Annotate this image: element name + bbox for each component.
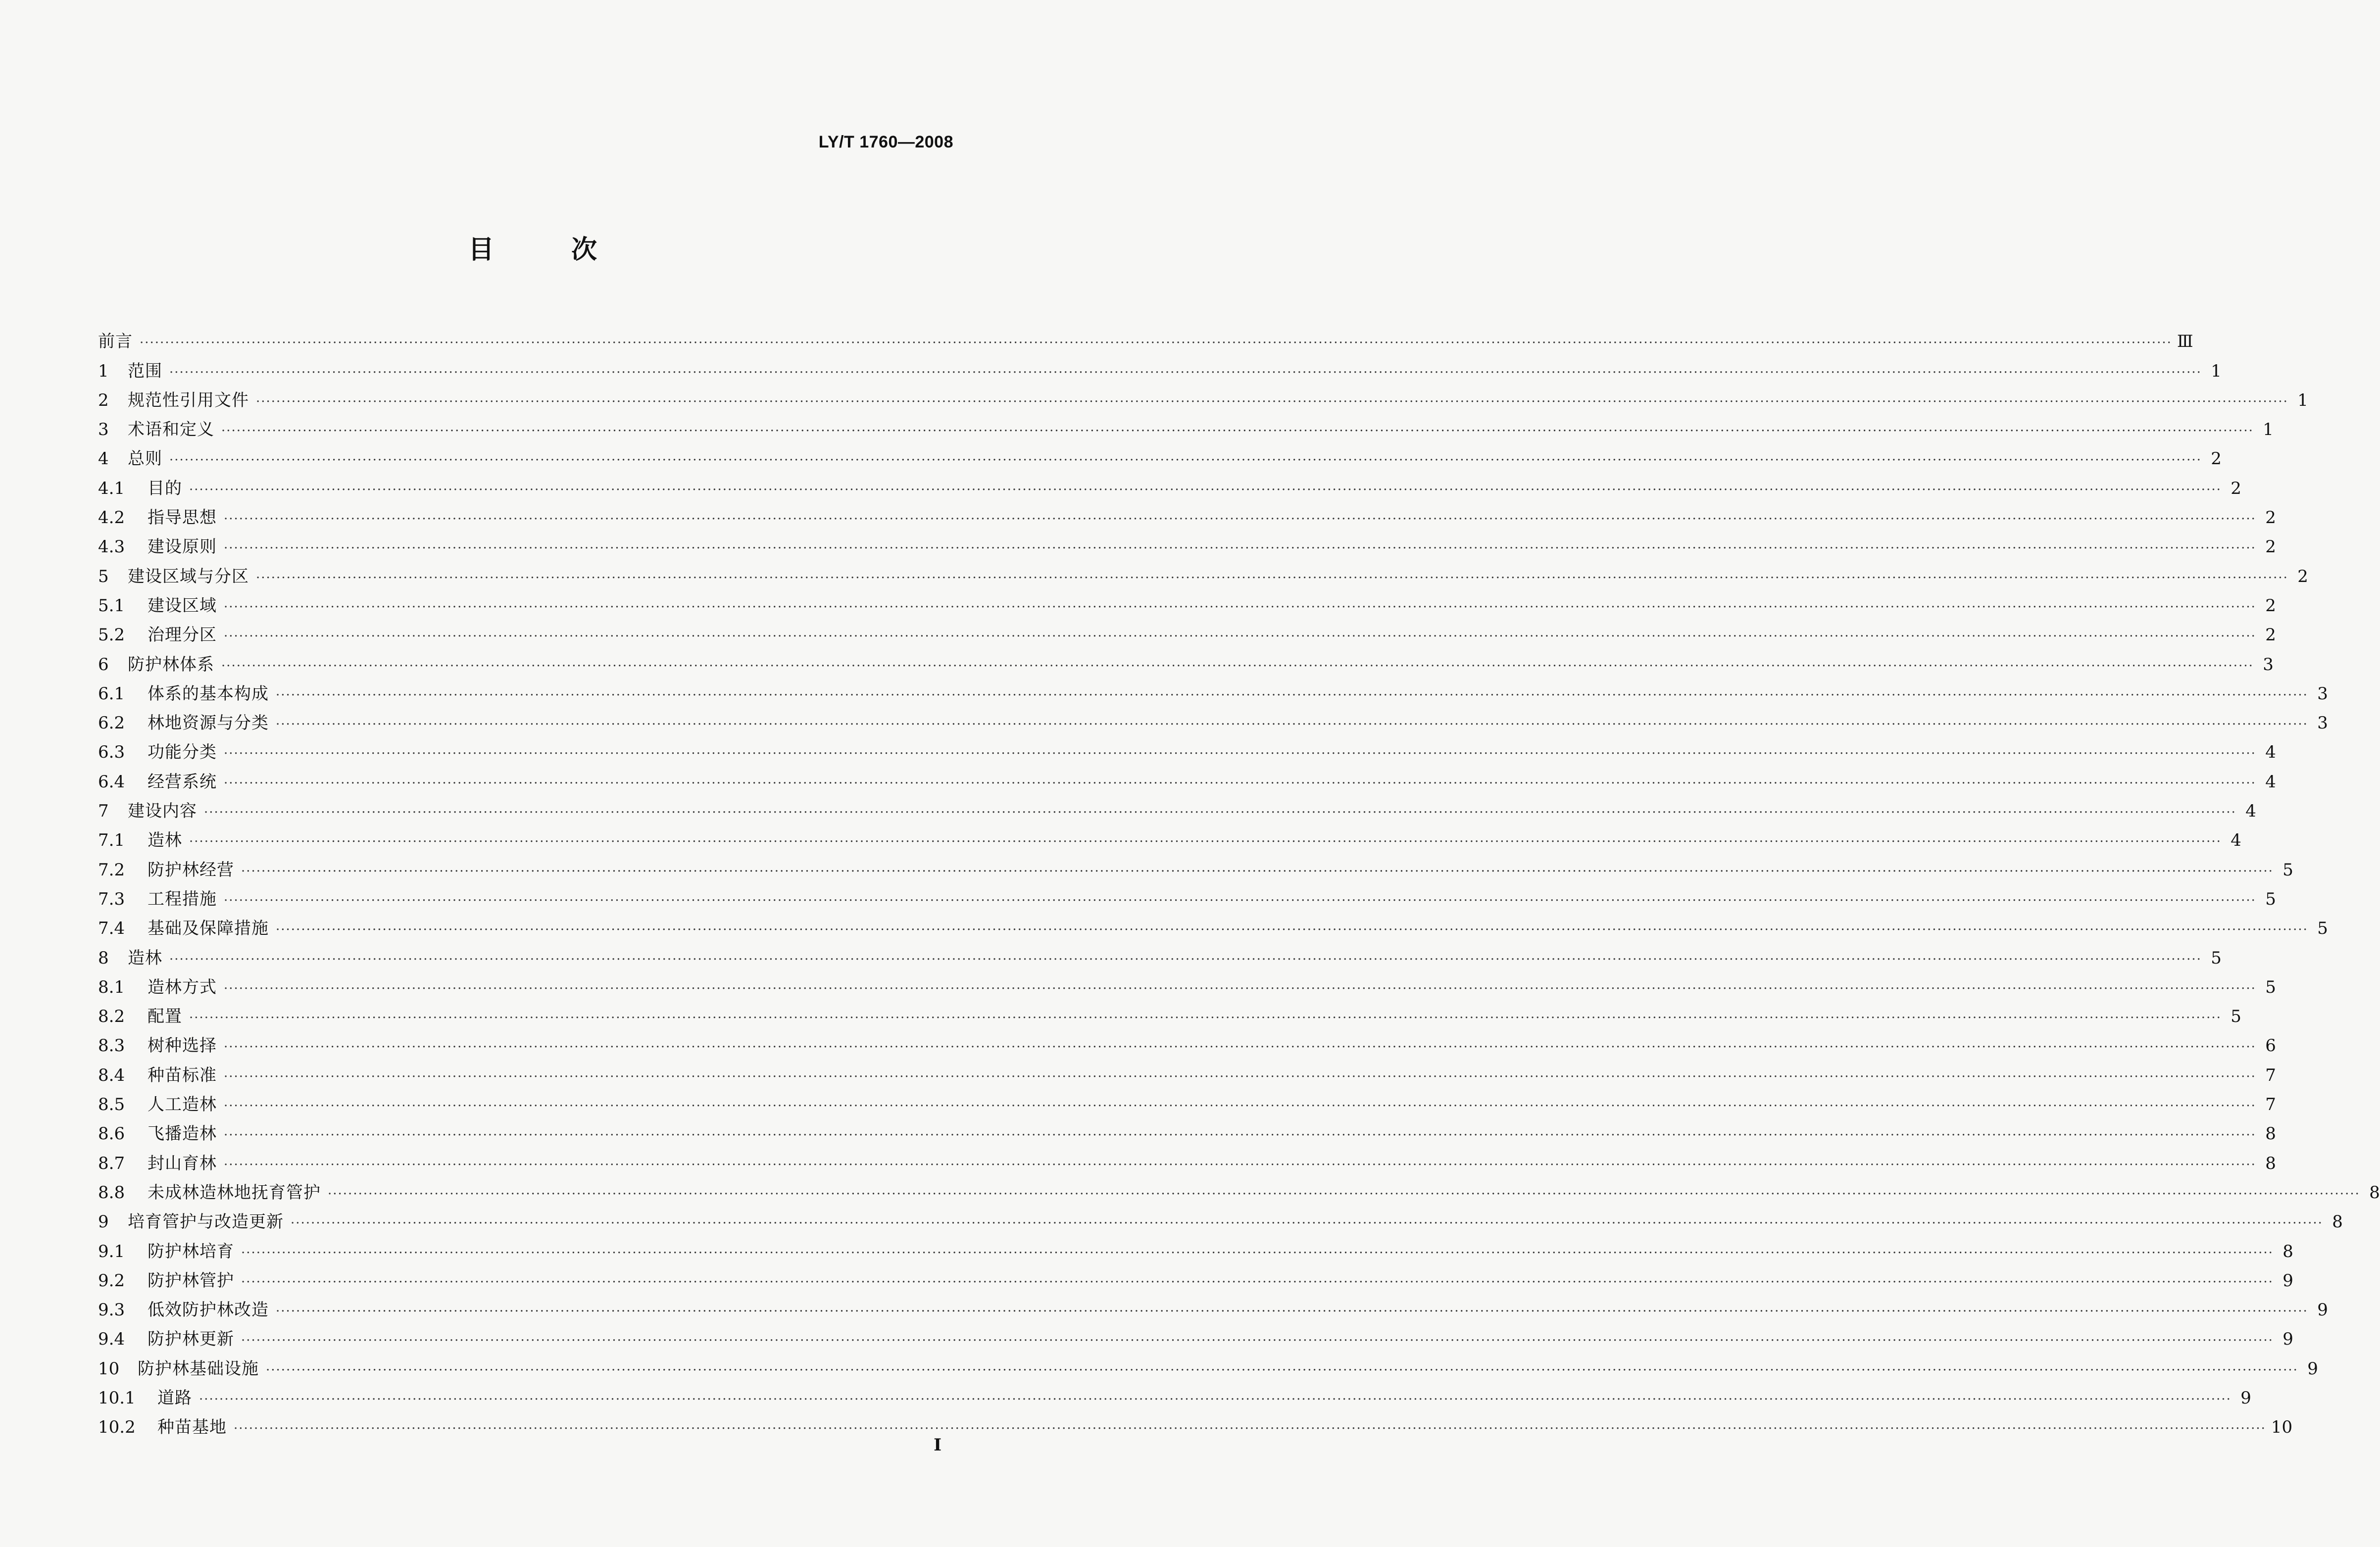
toc-entry-page: 1: [2263, 420, 2274, 440]
toc-entry-page: 9: [2307, 1358, 2318, 1379]
toc-entry-page: 5: [2265, 977, 2276, 997]
toc-entry-label: 建设原则: [148, 537, 217, 557]
toc-entry-page: 9: [2282, 1270, 2293, 1291]
toc-entry-number: 8.8: [98, 1182, 125, 1203]
toc-dot-leader: ················································································································································································································································································································································································································: [241, 864, 2274, 879]
toc-entry[interactable]: [98, 733, 2276, 763]
toc-dot-leader: ················································································································································································································································································································································································································: [140, 336, 2172, 351]
toc-entry[interactable]: [98, 1379, 2251, 1408]
toc-entry-number: 7.1: [98, 830, 125, 851]
toc-dot-leader: ················································································································································································································································································································································································································: [224, 746, 2256, 762]
toc-entry-number: 3: [98, 420, 109, 440]
page-number: I: [934, 1435, 942, 1455]
toc-entry[interactable]: [98, 322, 2193, 352]
toc-dot-leader: ················································································································································································································································································································································································································: [241, 1333, 2274, 1349]
toc-title-char-2: 次: [571, 235, 597, 265]
toc-entry-number: 4.2: [98, 508, 125, 528]
toc-entry-number: 8.1: [98, 977, 125, 997]
toc-entry-page: 4: [2231, 830, 2241, 851]
toc-entry[interactable]: [98, 616, 2276, 645]
toc-entry[interactable]: [98, 410, 2274, 440]
toc-entry-label: 防护林体系: [128, 654, 214, 675]
toc-entry-page: 1: [2297, 390, 2308, 410]
toc-title: [468, 229, 597, 266]
toc-dot-leader: ················································································································································································································································································································································································································: [189, 482, 2222, 497]
toc-entry-number: 9.2: [98, 1270, 125, 1291]
toc-dot-leader: ················································································································································································································································································································································································································: [199, 1392, 2231, 1407]
toc-entry-page: 6: [2265, 1036, 2276, 1056]
toc-entry-page: 8: [2332, 1212, 2343, 1232]
toc-entry-page: 8: [2282, 1241, 2293, 1261]
toc-entry-label: 前言: [98, 332, 133, 352]
toc-entry-label: 工程措施: [148, 889, 217, 909]
toc-entry-page: 5: [2211, 948, 2222, 968]
toc-entry-page: 2: [2231, 478, 2241, 498]
toc-entry-label: 规范性引用文件: [128, 390, 249, 410]
toc-entry[interactable]: [98, 1203, 2343, 1232]
toc-entry-number: 8.2: [98, 1007, 125, 1027]
toc-dot-leader: ················································································································································································································································································································································································································: [276, 1304, 2308, 1319]
toc-dot-leader: ················································································································································································································································································································································································································: [169, 952, 2202, 967]
toc-dot-leader: ················································································································································································································································································································································································································: [224, 1069, 2256, 1084]
toc-entry-number: 4: [98, 449, 109, 469]
toc-entry-page: 3: [2263, 654, 2274, 675]
toc-entry-page: 5: [2317, 919, 2328, 939]
toc-entry[interactable]: [98, 821, 2241, 851]
toc-entry[interactable]: [98, 792, 2256, 822]
toc-entry-label: 目的: [148, 478, 182, 498]
toc-entry-number: 8.6: [98, 1124, 125, 1144]
toc-entry-number: 7.3: [98, 889, 125, 909]
toc-dot-leader: ················································································································································································································································································································································································································: [291, 1216, 2323, 1231]
toc-entry-number: 10.1: [98, 1388, 136, 1408]
toc-entry-label: 封山育林: [148, 1153, 217, 1173]
toc-entry-label: 配置: [148, 1007, 182, 1027]
toc-entry[interactable]: [98, 645, 2274, 675]
toc-entry[interactable]: [98, 1349, 2318, 1379]
toc-entry-page: 4: [2245, 801, 2256, 822]
toc-entry-page: 7: [2265, 1095, 2276, 1115]
toc-entry[interactable]: [98, 1232, 2293, 1261]
toc-entry[interactable]: [98, 675, 2328, 704]
toc-entry[interactable]: [98, 1320, 2293, 1350]
toc-entry-page: 3: [2317, 683, 2328, 704]
toc-entry-page: 7: [2265, 1065, 2276, 1085]
toc-entry-label: 培育管护与改造更新: [128, 1212, 284, 1232]
toc-entry-label: 防护林培育: [148, 1241, 234, 1261]
toc-dot-leader: ················································································································································································································································································································································································································: [224, 512, 2256, 527]
toc-entry-number: 5.1: [98, 595, 125, 616]
toc-dot-leader: ················································································································································································································································································································································································································: [189, 834, 2222, 850]
toc-entry-page: 5: [2265, 889, 2276, 909]
toc-entry-page: 9: [2317, 1300, 2328, 1320]
toc-dot-leader: ················································································································································································································································································································································································································: [224, 1040, 2256, 1055]
toc-entry-number: 6.4: [98, 772, 125, 792]
toc-dot-leader: ················································································································································································································································································································································································································: [224, 541, 2256, 556]
toc-entry-page: 5: [2282, 860, 2293, 880]
toc-entry-number: 8.5: [98, 1095, 125, 1115]
toc-dot-leader: ················································································································································································································································································································································································································: [204, 805, 2236, 821]
toc-dot-leader: ················································································································································································································································································································································································································: [224, 1128, 2256, 1143]
toc-entry-number: 6.2: [98, 713, 125, 733]
toc-entry-label: 造林: [128, 948, 162, 968]
toc-entry-page: 5: [2231, 1007, 2241, 1027]
toc-entry[interactable]: [98, 997, 2241, 1027]
toc-entry[interactable]: [98, 968, 2276, 997]
toc-entry-label: 树种选择: [148, 1036, 217, 1056]
toc-entry-label: 经营系统: [148, 772, 217, 792]
toc-entry-number: 7.2: [98, 860, 125, 880]
toc-entry-number: 9.1: [98, 1241, 125, 1261]
toc-entry[interactable]: [98, 1114, 2276, 1144]
toc-dot-leader: ················································································································································································································································································································································································································: [224, 1157, 2256, 1172]
toc-entry-number: 5.2: [98, 625, 125, 645]
toc-entry-page: 8: [2265, 1124, 2276, 1144]
toc-entry-page: 2: [2211, 449, 2222, 469]
toc-entry-page: 2: [2265, 595, 2276, 616]
toc-entry[interactable]: [98, 1261, 2293, 1291]
toc-dot-leader: ················································································································································································································································································································································································································: [224, 775, 2256, 791]
toc-dot-leader: ················································································································································································································································································································································································································: [224, 629, 2256, 644]
toc-entry-number: 10: [98, 1358, 120, 1379]
toc-entry-number: 8: [98, 948, 109, 968]
toc-dot-leader: ················································································································································································································································································································································································································: [169, 453, 2202, 468]
toc-entry-page: 8: [2369, 1182, 2380, 1203]
toc-entry-label: 基础及保障措施: [148, 919, 269, 939]
toc-entry[interactable]: [98, 909, 2328, 939]
toc-entry[interactable]: [98, 469, 2241, 498]
toc-entry[interactable]: [98, 528, 2276, 557]
toc-entry-number: 6.1: [98, 683, 125, 704]
toc-entry-number: 9: [98, 1212, 109, 1232]
toc-entry-page: 1: [2211, 361, 2222, 381]
toc-entry-label: 范围: [128, 361, 162, 381]
toc-dot-leader: ················································································································································································································································································································································································································: [224, 893, 2256, 908]
table-of-contents: [98, 322, 2380, 1438]
toc-entry-number: 1: [98, 361, 109, 381]
toc-dot-leader: ················································································································································································································································································································································································································: [276, 922, 2308, 938]
toc-dot-leader: ················································································································································································································································································································································································································: [169, 365, 2202, 380]
toc-entry-label: 治理分区: [148, 625, 217, 645]
toc-entry-label: 造林: [148, 830, 182, 851]
toc-dot-leader: ················································································································································································································································································································································································································: [276, 717, 2308, 732]
toc-entry-label: 总则: [128, 449, 162, 469]
toc-entry-label: 体系的基本构成: [148, 683, 269, 704]
toc-dot-leader: ················································································································································································································································································································································································································: [221, 424, 2254, 439]
toc-entry-page: 9: [2240, 1388, 2251, 1408]
toc-dot-leader: ················································································································································································································································································································································································································: [221, 658, 2254, 674]
toc-entry-page: 3: [2317, 713, 2328, 733]
toc-entry[interactable]: [98, 351, 2222, 381]
toc-entry[interactable]: [98, 381, 2308, 410]
toc-dot-leader: ················································································································································································································································································································································································································: [241, 1274, 2274, 1290]
toc-entry[interactable]: [98, 439, 2222, 469]
toc-entry-label: 种苗基地: [157, 1417, 227, 1438]
toc-entry-label: 防护林更新: [148, 1329, 234, 1350]
toc-entry-number: 6: [98, 654, 109, 675]
toc-entry-page: Ⅲ: [2177, 332, 2193, 352]
toc-entry-label: 防护林基础设施: [138, 1358, 259, 1379]
toc-entry[interactable]: [98, 586, 2276, 616]
toc-entry[interactable]: [98, 1144, 2276, 1173]
toc-entry-label: 术语和定义: [128, 420, 214, 440]
toc-dot-leader: ················································································································································································································································································································································································································: [224, 599, 2256, 615]
toc-entry-label: 人工造林: [148, 1095, 217, 1115]
toc-dot-leader: ················································································································································································································································································································································································································: [241, 1245, 2274, 1260]
toc-entry-page: 4: [2265, 742, 2276, 763]
toc-entry-page: 4: [2265, 772, 2276, 792]
toc-entry[interactable]: [98, 1291, 2328, 1320]
toc-entry-label: 种苗标准: [148, 1065, 217, 1085]
toc-entry-label: 建设内容: [128, 801, 197, 822]
toc-entry-page: 9: [2282, 1329, 2293, 1350]
toc-entry-number: 2: [98, 390, 109, 410]
toc-entry-label: 功能分类: [148, 742, 217, 763]
toc-dot-leader: ················································································································································································································································································································································································································: [276, 687, 2308, 703]
toc-dot-leader: ················································································································································································································································································································································································································: [328, 1186, 2360, 1202]
toc-dot-leader: ················································································································································································································································································································································································································: [224, 981, 2256, 996]
toc-entry-label: 飞播造林: [148, 1124, 217, 1144]
toc-dot-leader: ················································································································································································································································································································································································································: [224, 1099, 2256, 1114]
toc-entry-label: 防护林管护: [148, 1270, 234, 1291]
toc-entry-number: 10.2: [98, 1417, 136, 1438]
toc-entry-label: 建设区域与分区: [128, 566, 249, 586]
toc-entry-label: 防护林经营: [148, 860, 234, 880]
toc-entry[interactable]: [98, 498, 2276, 528]
toc-dot-leader: ················································································································································································································································································································································································································: [189, 1011, 2222, 1026]
toc-entry-number: 8.4: [98, 1065, 125, 1085]
toc-entry-number: 7: [98, 801, 109, 822]
toc-entry-page: 2: [2297, 566, 2308, 586]
toc-entry[interactable]: [98, 1085, 2276, 1115]
toc-entry-label: 低效防护林改造: [148, 1300, 269, 1320]
toc-entry-number: 5: [98, 566, 109, 586]
toc-entry[interactable]: [98, 1173, 2380, 1203]
toc-entry[interactable]: [98, 704, 2328, 733]
toc-entry[interactable]: [98, 1026, 2276, 1056]
toc-entry[interactable]: [98, 1408, 2293, 1438]
toc-dot-leader: ················································································································································································································································································································································································································: [256, 394, 2288, 409]
toc-entry-number: 8.7: [98, 1153, 125, 1173]
toc-entry-number: 4.3: [98, 537, 125, 557]
toc-entry-number: 8.3: [98, 1036, 125, 1056]
toc-entry-label: 造林方式: [148, 977, 217, 997]
toc-entry-number: 9.3: [98, 1300, 125, 1320]
toc-entry[interactable]: [98, 880, 2276, 909]
toc-entry-label: 道路: [157, 1388, 192, 1408]
toc-entry-number: 9.4: [98, 1329, 125, 1350]
toc-entry-page: 2: [2265, 537, 2276, 557]
toc-entry[interactable]: [98, 1056, 2276, 1085]
toc-entry-label: 林地资源与分类: [148, 713, 269, 733]
toc-entry-label: 未成林造林地抚育管护: [148, 1182, 321, 1203]
toc-entry-page: 2: [2265, 625, 2276, 645]
document-code: LY/T 1760—2008: [818, 133, 953, 151]
toc-entry[interactable]: [98, 762, 2276, 792]
toc-entry-number: 7.4: [98, 919, 125, 939]
toc-entry-number: 6.3: [98, 742, 125, 763]
toc-title-char-1: 目: [468, 235, 495, 265]
toc-entry-page: 2: [2265, 508, 2276, 528]
toc-dot-leader: ················································································································································································································································································································································································································: [266, 1362, 2298, 1378]
toc-dot-leader: ················································································································································································································································································································································································································: [256, 570, 2288, 585]
toc-entry-page: 8: [2265, 1153, 2276, 1173]
toc-entry[interactable]: [98, 938, 2222, 968]
toc-entry-label: 建设区域: [148, 595, 217, 616]
toc-entry[interactable]: [98, 850, 2293, 880]
toc-entry-number: 4.1: [98, 478, 125, 498]
toc-entry-page: 10: [2271, 1417, 2293, 1438]
toc-entry-label: 指导思想: [148, 508, 217, 528]
toc-entry[interactable]: [98, 557, 2308, 586]
toc-dot-leader: ················································································································································································································································································································································································································: [234, 1421, 2266, 1437]
